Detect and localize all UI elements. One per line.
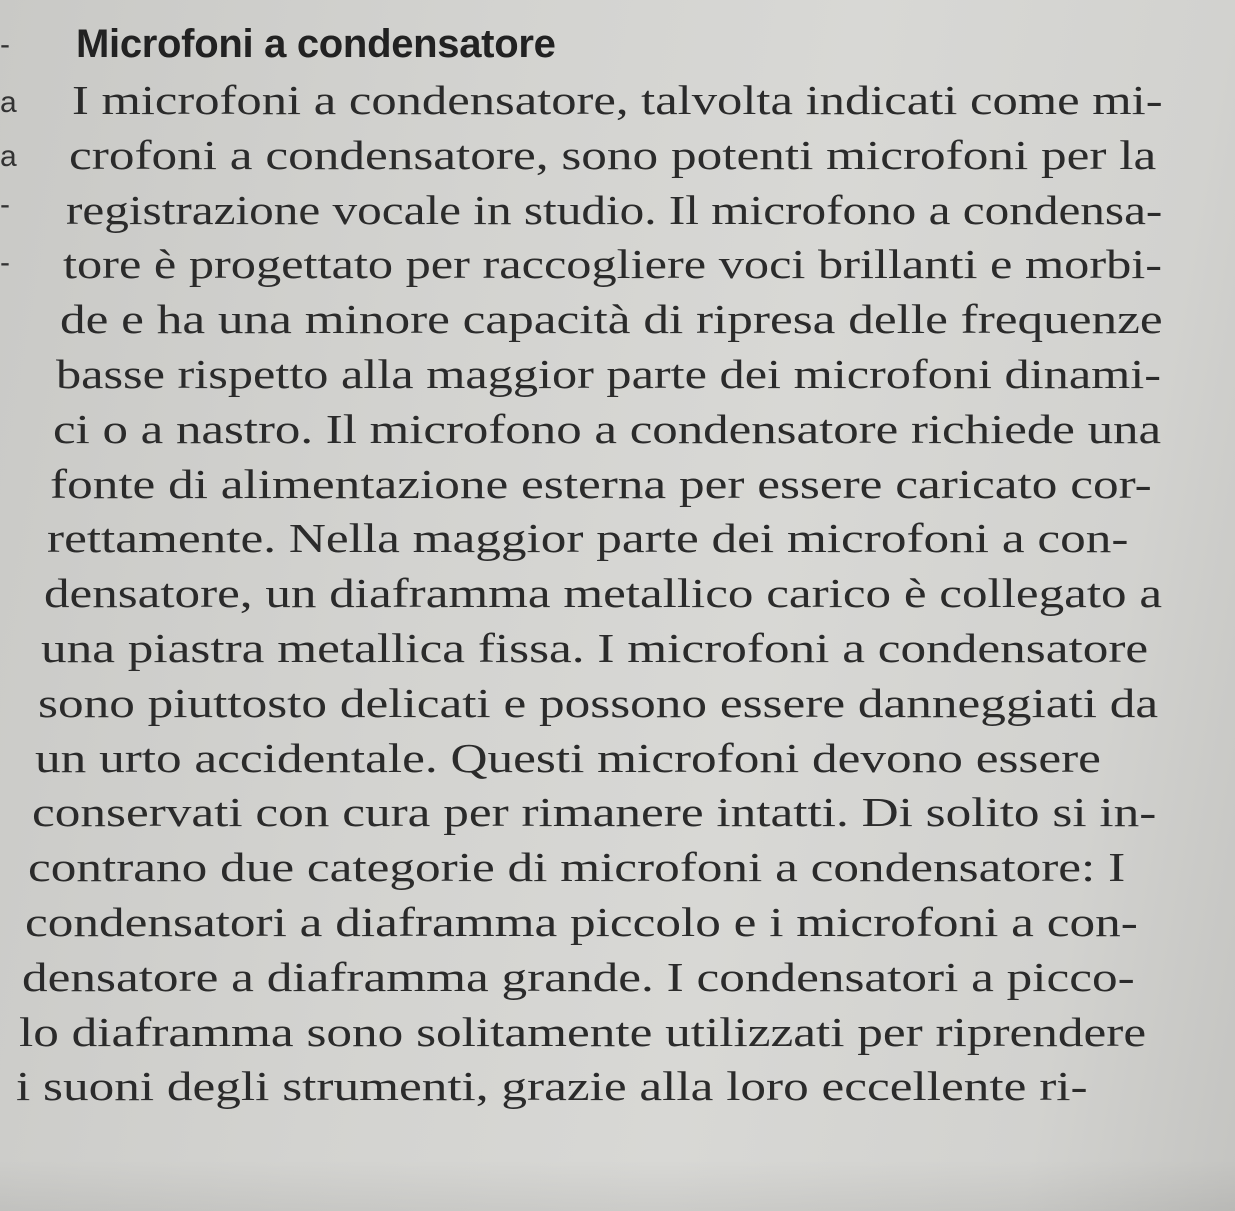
- text-line: I microfoni a condensatore, talvolta indicati come mi-: [72, 77, 1163, 123]
- text-line: i suoni degli strumenti, grazie alla loro eccellente ri-: [16, 1063, 1088, 1110]
- text-line: sono piuttosto delicati e possono essere danneggiati da: [37, 679, 1158, 726]
- text-line: ci o a nastro. Il microfono a condensatore richiede una: [53, 405, 1162, 452]
- text-line: una piastra metallica fissa. I microfoni a condensatore: [40, 625, 1149, 671]
- margin-mark: -: [0, 246, 10, 279]
- text-line: fonte di alimentazione esterna per essere caricato cor-: [50, 460, 1152, 507]
- text-line: lo diaframma sono solitamente utilizzati per riprendere: [19, 1008, 1147, 1055]
- text-line: conservati con cura per rimanere intatti. Di solito si in-: [31, 789, 1156, 836]
- text-line: un urto accidentale. Questi microfoni devono essere: [34, 734, 1101, 781]
- text-line: contrano due categorie di microfoni a condensatore: I: [28, 844, 1126, 891]
- text-line: densatore a diaframma grande. I condensatori a picco-: [22, 953, 1135, 1000]
- section-heading: Microfoni a condensatore: [76, 22, 556, 66]
- text-line: tore è progettato per raccogliere voci brillanti e morbi-: [62, 241, 1162, 288]
- margin-mark: -: [0, 28, 10, 61]
- text-line: condensatori a diaframma piccolo e i microfoni a con-: [25, 899, 1139, 945]
- margin-mark: a: [0, 140, 17, 173]
- text-line: basse rispetto alla maggior parte dei microfoni dinami-: [56, 351, 1162, 397]
- margin-mark: -: [0, 188, 10, 221]
- text-line: densatore, un diaframma metallico carico è collegato a: [44, 570, 1163, 617]
- text-line: rettamente. Nella maggior parte dei microfoni a con-: [47, 515, 1129, 562]
- text-line: de e ha una minore capacità di ripresa delle frequenze: [59, 296, 1163, 343]
- page-shadow: [0, 1160, 1235, 1211]
- text-line: registrazione vocale in studio. Il microfono a condensa-: [65, 186, 1163, 233]
- margin-mark: a: [0, 86, 17, 119]
- text-line: crofoni a condensatore, sono potenti microfoni per la: [68, 131, 1157, 178]
